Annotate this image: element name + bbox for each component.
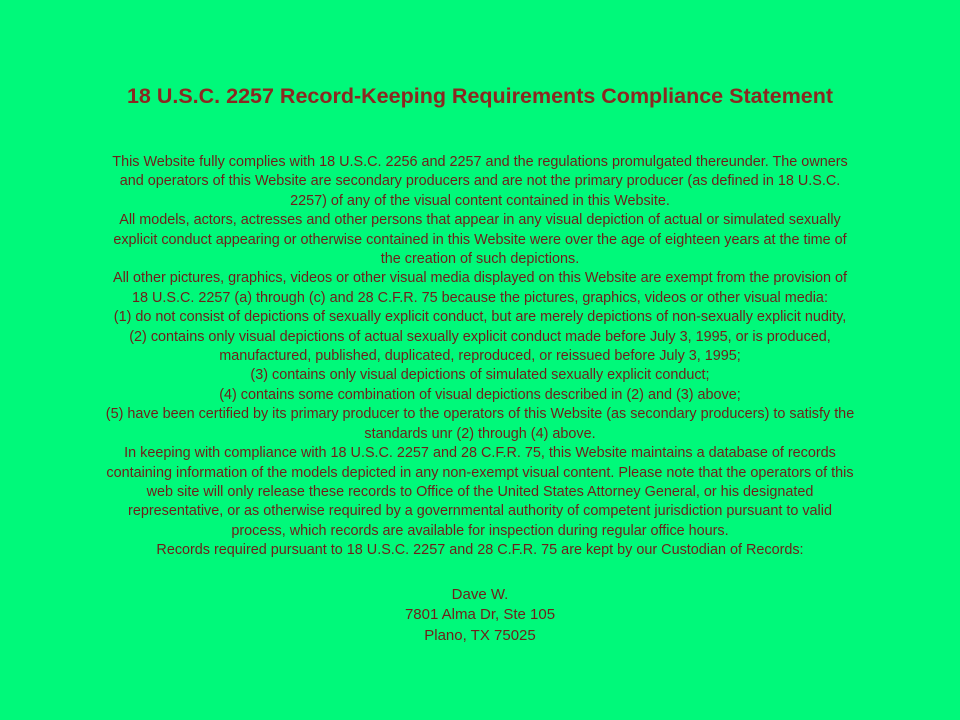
compliance-statement-text [0, 153, 960, 561]
statement-line: (2) contains only visual depictions of actual sexually explicit conduct made before July 3, 1995, or is produced, [129, 328, 831, 345]
statement-line: 18 U.S.C. 2257 (a) through (c) and 28 C.F.R. 75 because the pictures, graphics, videos or other visual media: [132, 289, 828, 306]
statement-line: representative, or as otherwise required by a governmental authority of competent jurisdiction pursuant to valid [128, 503, 832, 520]
statement-line: This Website fully complies with 18 U.S.C. 2256 and 2257 and the regulations promulgated thereunder. The owners [112, 154, 848, 170]
statement-line: (3) contains only visual depictions of simulated sexually explicit conduct; [250, 367, 710, 384]
statement-line: All models, actors, actresses and other persons that appear in any visual depiction of actual or simulated sexually [119, 212, 841, 229]
statement-line: 2257) of any of the visual content contained in this Website. [290, 192, 670, 209]
custodian-address-line1: 7801 Alma Dr, Ste 105 [404, 606, 556, 624]
page-title: 18 U.S.C. 2257 Record-Keeping Requirements Compliance Statement [126, 84, 834, 108]
statement-line: In keeping with compliance with 18 U.S.C. 2257 and 28 C.F.R. 75, this Website maintains a database of records [124, 445, 836, 462]
custodian-address-block [0, 585, 960, 647]
statement-line: (4) contains some combination of visual depictions described in (2) and (3) above; [219, 386, 741, 403]
statement-line: explicit conduct appearing or otherwise contained in this Website were over the age of eighteen years at the time of [113, 231, 847, 248]
custodian-address-line2: Plano, TX 75025 [424, 626, 536, 644]
statement-line: web site will only release these records to Office of the United States Attorney General, or his designated [146, 483, 814, 500]
statement-line: containing information of the models depicted in any non-exempt visual content. Please note that the operators of this [106, 464, 854, 481]
statement-line: process, which records are available for inspection during regular office hours. [231, 522, 729, 539]
statement-line: All other pictures, graphics, videos or other visual media displayed on this Website are exempt from the provision of [112, 270, 847, 287]
statement-line: Records required pursuant to 18 U.S.C. 2257 and 28 C.F.R. 75 are kept by our Custodian of Records: [156, 542, 804, 559]
statement-line: and operators of this Website are secondary producers and are not the primary producer (as defined in 18 U.S.C. [119, 173, 841, 190]
statement-line: standards unr (2) through (4) above. [364, 425, 596, 442]
custodian-name: Dave W. [451, 585, 509, 603]
statement-line: (1) do not consist of depictions of sexually explicit conduct, but are merely depictions of non-sexually explicit nudity, [113, 309, 847, 326]
statement-line: the creation of such depictions. [380, 251, 580, 268]
statement-line: (5) have been certified by its primary producer to the operators of this Website (as secondary producers) to satisfy the [105, 406, 855, 423]
statement-line: manufactured, published, duplicated, reproduced, or reissued before July 3, 1995; [219, 348, 741, 365]
